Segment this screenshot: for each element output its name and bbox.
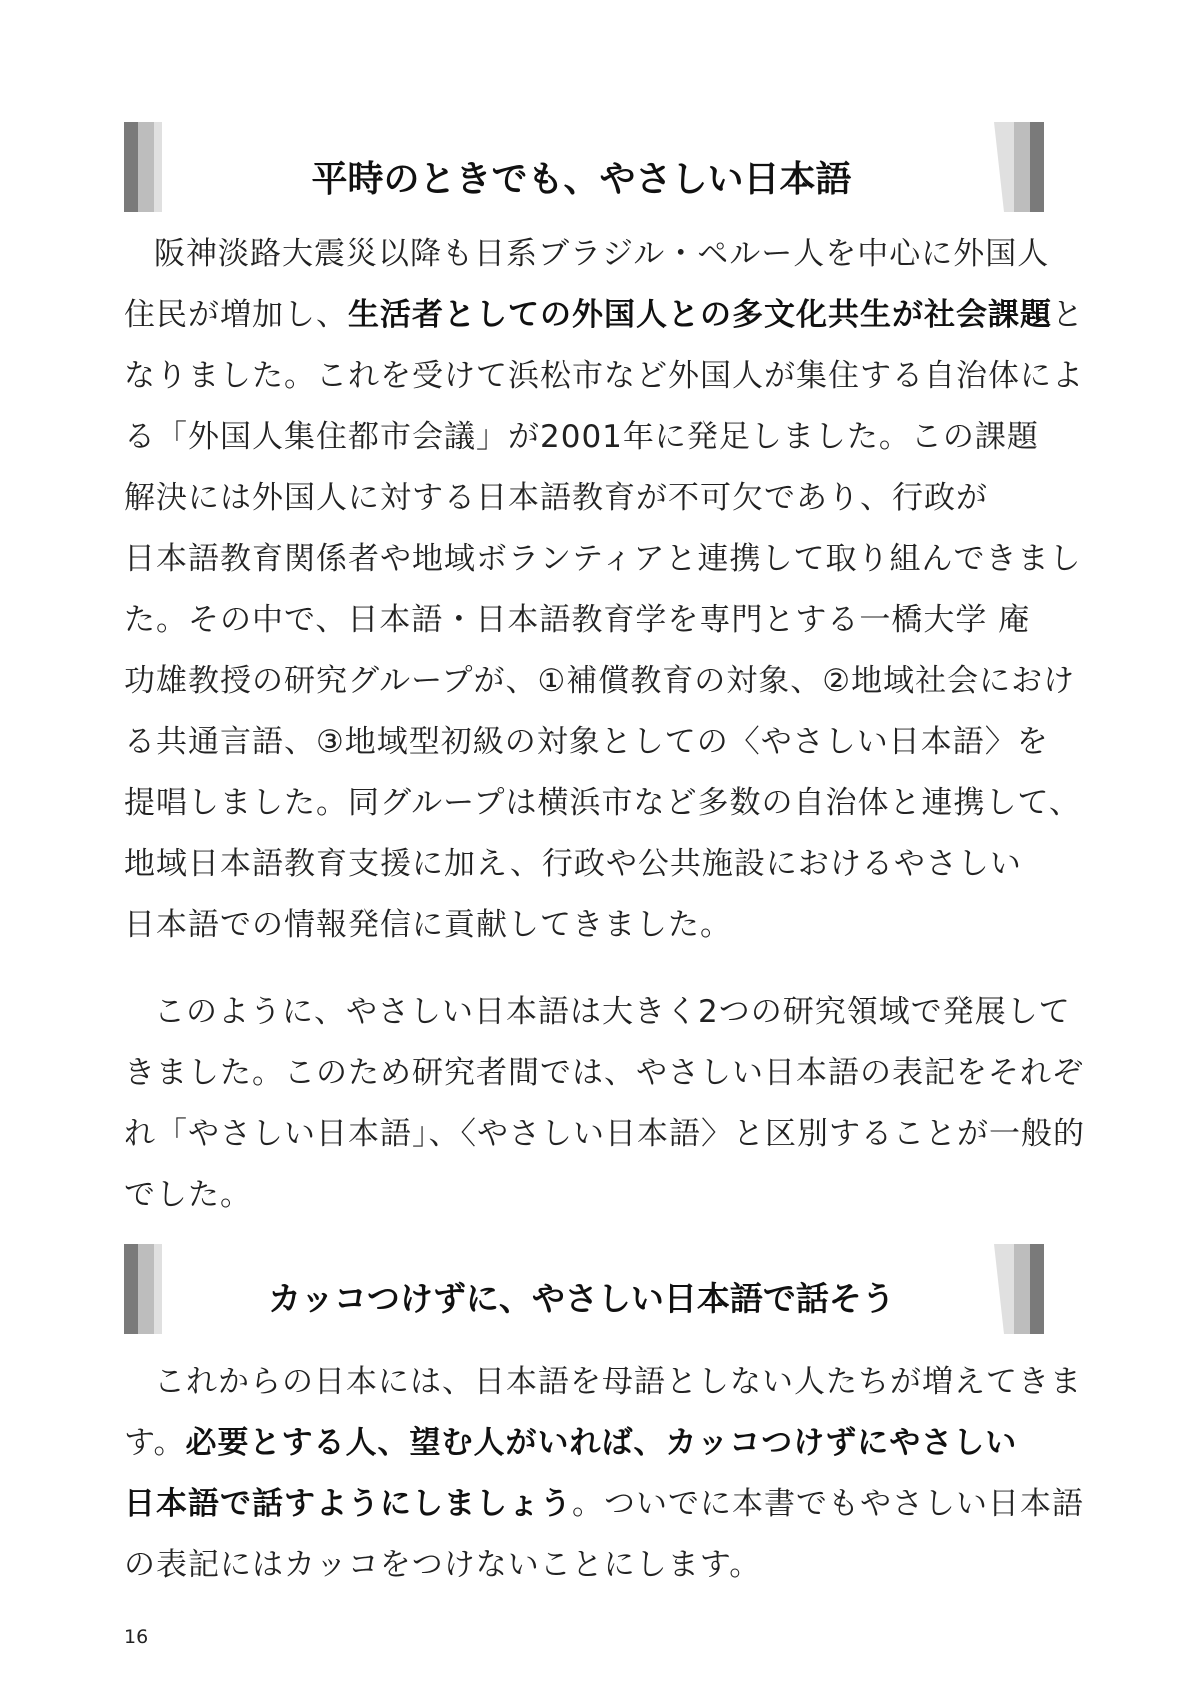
body-line-mixed — [124, 1484, 1084, 1524]
section-heading-1: 平時のときでも、やさしい日本語 — [311, 159, 852, 200]
body-line: 阪神淡路大震災以降も日系ブラジル・ペルー人を中心に外国人 — [154, 236, 1050, 272]
body-line: た。その中で、日本語・日本語教育学を専門とする一橋大学 庵 — [124, 602, 1031, 638]
body-line: これからの日本には、日本語を母語としない人たちが増えてきま — [154, 1364, 1082, 1400]
bold-text-run: 生活者としての外国人との多文化共生が社会課題 — [348, 297, 1052, 333]
body-line: 日本語教育関係者や地域ボランティアと連携して取り組んできまし — [124, 541, 1082, 577]
body-line: きました。このため研究者間では、やさしい日本語の表記をそれぞ — [124, 1055, 1084, 1091]
body-line: でした。 — [124, 1177, 252, 1213]
page-number: 16 — [124, 1626, 149, 1648]
text-run: す。 — [124, 1425, 186, 1461]
body-line: の表記にはカッコをつけないことにします。 — [124, 1547, 762, 1583]
body-line: 提唱しました。同グループは横浜市など多数の自治体と連携して、 — [124, 785, 1081, 821]
body-line: 功雄教授の研究グループが、①補償教育の対象、②地域社会におけ — [124, 663, 1076, 699]
text-run: と — [1052, 297, 1084, 333]
body-line: 日本語での情報発信に貢献してきました。 — [124, 907, 732, 943]
bold-text-run: 必要とする人、望む人がいれば、カッコつけずにやさしい — [185, 1425, 1018, 1461]
body-line: なりました。これを受けて浜松市など外国人が集住する自治体によ — [124, 358, 1084, 394]
body-line: れ「やさしい日本語」、〈やさしい日本語〉と区別することが一般的 — [124, 1116, 1085, 1152]
body-line: 地域日本語教育支援に加え、行政や公共施設におけるやさしい — [124, 846, 1022, 882]
text-run: 。ついでに本書でもやさしい日本語 — [572, 1486, 1084, 1522]
body-line: る共通言語、③地域型初級の対象としての〈やさしい日本語〉を — [124, 724, 1049, 760]
section-heading-banner — [124, 122, 1039, 212]
body-line: る「外国人集住都市会議」が2001年に発足しました。この課題 — [124, 419, 1039, 455]
body-line: 解決には外国人に対する日本語教育が不可欠であり、行政が — [124, 480, 988, 516]
bold-text-run: 日本語で話すようにしましょう — [124, 1486, 572, 1522]
body-line: このように、やさしい日本語は大きく2つの研究領域で発展して — [154, 994, 1071, 1030]
body-line-mixed — [124, 295, 1084, 335]
body-line-mixed — [124, 1423, 1044, 1463]
section-heading-banner — [124, 1244, 1039, 1334]
section-heading-2: カッコつけずに、やさしい日本語で話そう — [268, 1279, 895, 1318]
text-run: 住民が増加し、 — [124, 297, 348, 333]
